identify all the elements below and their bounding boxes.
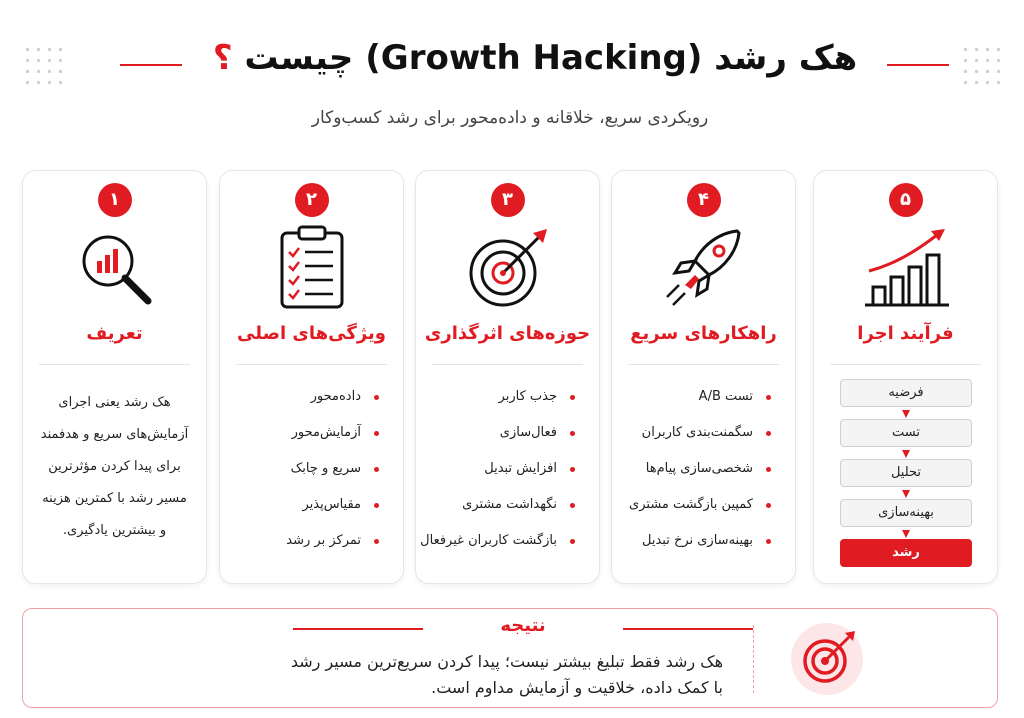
bullet-dot (570, 431, 575, 436)
list-item-label: مقیاس‌پذیر (302, 497, 361, 512)
decorative-dot-grid (960, 44, 1004, 88)
list-item-label: سگمنت‌بندی کاربران (641, 425, 753, 440)
list-item-label: کمپین بازگشت مشتری (629, 497, 753, 512)
bullet-dot (374, 539, 379, 544)
list-item-label: تمرکز بر رشد (286, 533, 361, 548)
number-badge: ۵ (889, 183, 923, 217)
list-item (624, 497, 781, 533)
card-key-features (219, 170, 404, 584)
feature-list (232, 389, 389, 569)
list-item (232, 461, 389, 497)
bullet-dot (766, 539, 771, 544)
bullet-dot (570, 395, 575, 400)
card-title: تعریف (86, 323, 143, 344)
bullet-dot (570, 467, 575, 472)
number-badge: ۱ (98, 183, 132, 217)
process-step-final (840, 539, 972, 567)
card-title: راهکارهای سریع (630, 323, 777, 344)
list-item-label: فعال‌سازی (499, 425, 557, 440)
rocket-icon (659, 223, 749, 313)
list-item-label: سریع و چابک (290, 461, 361, 476)
list-item (232, 425, 389, 461)
card-divider (236, 364, 387, 365)
list-item (428, 425, 585, 461)
page-title-text: هک رشد (Growth Hacking) چیست (244, 38, 858, 78)
page-title (190, 38, 880, 78)
arrow-down-icon (902, 490, 910, 498)
list-item-label: داده‌محور (310, 389, 361, 404)
list-item (428, 497, 585, 533)
number-badge: ۲ (295, 183, 329, 217)
question-mark: ؟ (212, 38, 233, 78)
definition-line: هک رشد یعنی اجرای (58, 395, 171, 410)
bullet-dot (766, 503, 771, 508)
card-impact-areas (415, 170, 600, 584)
process-step (840, 379, 972, 407)
decorative-dot-grid (22, 44, 66, 88)
result-title: نتیجه (500, 615, 546, 636)
arrow-down-icon (902, 530, 910, 538)
card-divider (830, 364, 981, 365)
list-item-label: افزایش تبدیل (484, 461, 557, 476)
list-item-label: آزمایش‌محور (291, 425, 361, 440)
number-badge: ۳ (491, 183, 525, 217)
clipboard-checklist-icon (267, 223, 357, 313)
definition-line: و بیشترین یادگیری. (62, 523, 167, 538)
list-item-label: بازگشت کاربران غیرفعال (420, 533, 557, 548)
card-title: ویژگی‌های اصلی (237, 323, 386, 344)
process-flow (840, 379, 972, 579)
page-subtitle: رویکردی سریع، خلاقانه و داده‌محور برای رشد کسب‌وکار (311, 108, 709, 128)
card-quick-tactics (611, 170, 796, 584)
list-item (624, 461, 781, 497)
list-item-label: نگهداشت مشتری (462, 497, 557, 512)
list-item (624, 425, 781, 461)
magnifier-chart-icon (70, 223, 160, 313)
definition-text (33, 395, 196, 555)
process-step-label: رشد (892, 545, 920, 560)
bullet-dot (374, 503, 379, 508)
bullet-dot (570, 539, 575, 544)
title-divider-line (887, 64, 949, 66)
card-divider (628, 364, 779, 365)
process-step-label: تحلیل (890, 465, 922, 480)
list-item-label: بهینه‌سازی نرخ تبدیل (641, 533, 753, 548)
list-item (232, 497, 389, 533)
process-step (840, 459, 972, 487)
result-line: هک رشد فقط تبلیغ بیشتر نیست؛ پیدا کردن سریع‌ترین مسیر رشد (290, 652, 723, 671)
definition-line: آزمایش‌های سریع و هدفمند (40, 427, 189, 442)
target-arrow-icon (463, 223, 553, 313)
list-item-label: تست A/B (698, 389, 753, 404)
list-item (420, 533, 585, 569)
list-item-label: شخصی‌سازی پیام‌ها (645, 461, 753, 476)
card-divider (432, 364, 583, 365)
card-execution-process (813, 170, 998, 584)
process-step (840, 499, 972, 527)
dashed-separator (753, 625, 754, 693)
result-divider-line (623, 628, 753, 630)
card-divider (39, 364, 190, 365)
growth-bar-chart-icon (861, 223, 951, 313)
impact-list (420, 389, 585, 569)
definition-line: مسیر رشد با کمترین هزینه (42, 491, 187, 506)
card-title: فرآیند اجرا (857, 323, 954, 344)
result-line: با کمک داده، خلاقیت و آزمایش مداوم است. (431, 678, 723, 697)
result-box (22, 608, 998, 708)
arrow-down-icon (902, 450, 910, 458)
arrow-down-icon (902, 410, 910, 418)
process-step-label: تست (892, 425, 920, 440)
list-item (232, 389, 389, 425)
process-step-label: بهینه‌سازی (878, 505, 934, 520)
process-step-label: فرضیه (888, 385, 924, 400)
result-text (63, 649, 723, 701)
result-icon-circle (791, 623, 863, 695)
bullet-dot (766, 431, 771, 436)
tactics-list (624, 389, 781, 569)
number-badge: ۴ (687, 183, 721, 217)
bullet-dot (374, 395, 379, 400)
bullet-dot (374, 467, 379, 472)
list-item (428, 389, 585, 425)
process-step (840, 419, 972, 447)
card-title: حوزه‌های اثرگذاری (424, 323, 591, 344)
title-divider-line (120, 64, 182, 66)
bullet-dot (766, 395, 771, 400)
card-definition (22, 170, 207, 584)
list-item-label: جذب کاربر (498, 389, 557, 404)
result-divider-line (293, 628, 423, 630)
list-item (232, 533, 389, 569)
target-arrow-icon (791, 623, 863, 695)
bullet-dot (570, 503, 575, 508)
definition-line: برای پیدا کردن مؤثرترین (48, 459, 181, 474)
list-item (624, 389, 781, 425)
bullet-dot (766, 467, 771, 472)
bullet-dot (374, 431, 379, 436)
list-item (624, 533, 781, 569)
list-item (428, 461, 585, 497)
